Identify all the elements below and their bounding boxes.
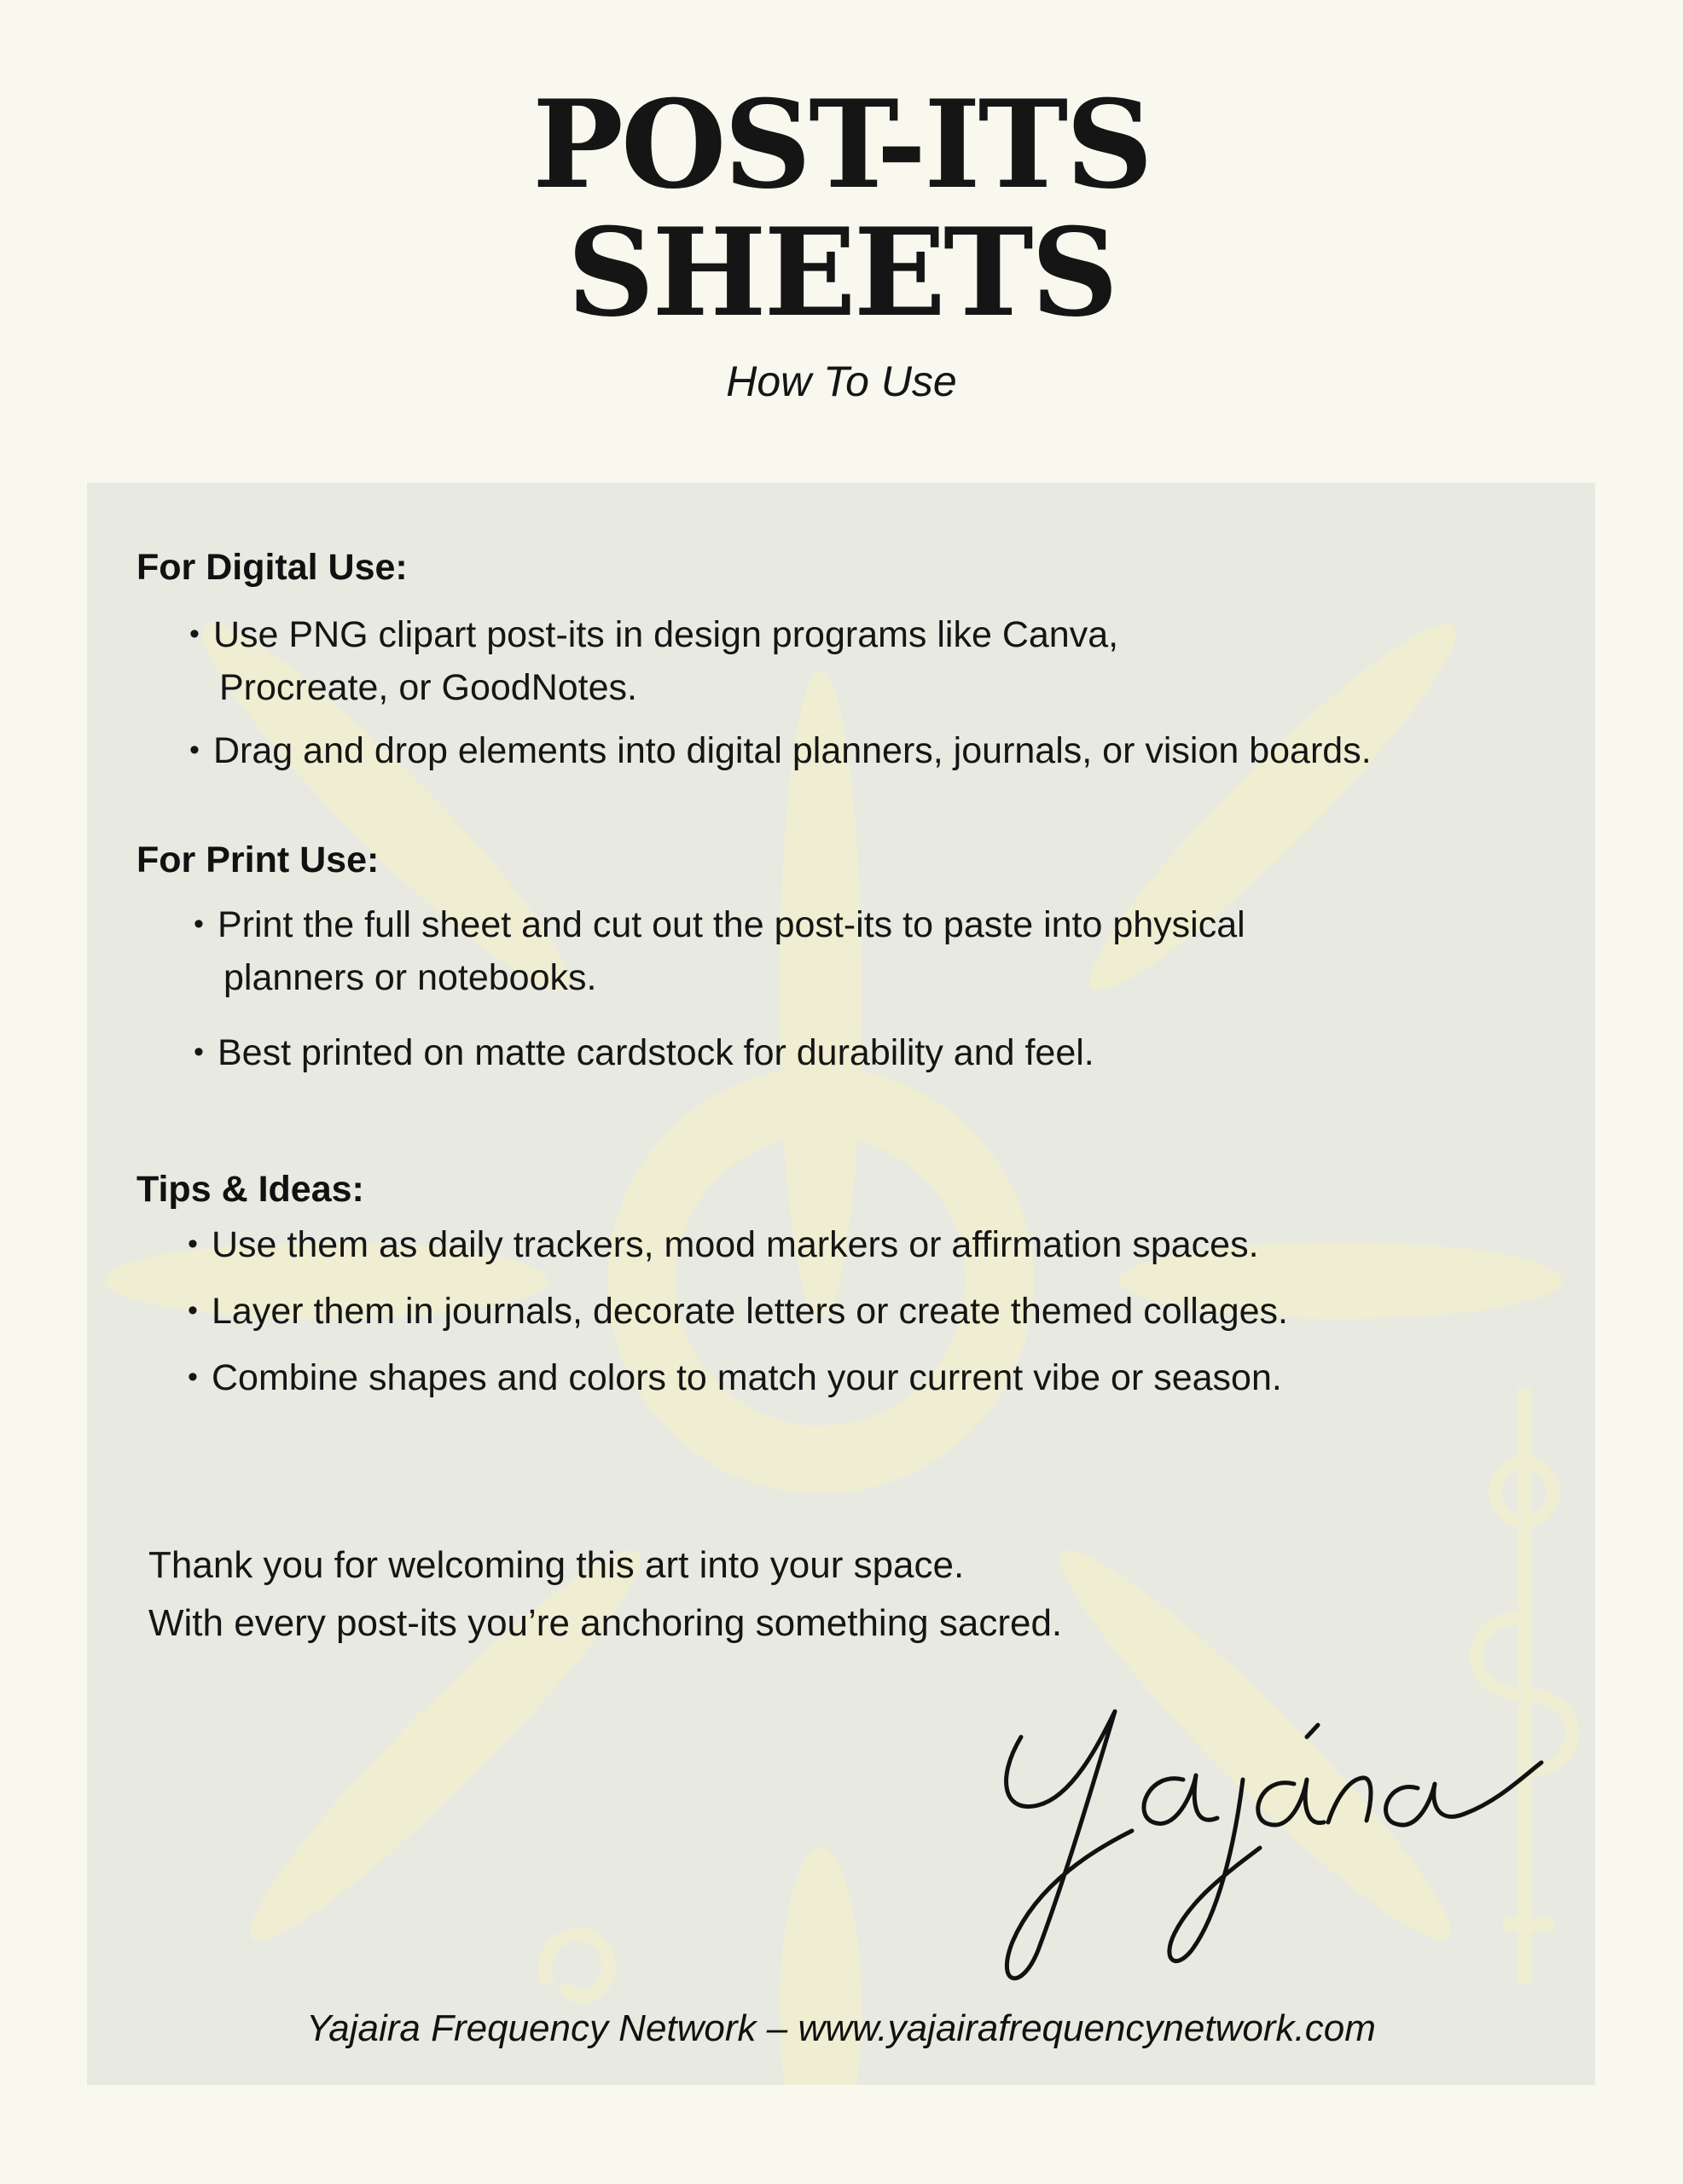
list-item: • Layer them in journals, decorate letters or create themed collages.	[188, 1284, 1288, 1338]
print-use-heading: For Print Use:	[136, 839, 380, 880]
thank-you-line-2: With every post-its you’re anchoring something sacred.	[148, 1602, 1063, 1644]
list-item: • Print the full sheet and cut out the post-its to paste into physical planners or notebooks.	[194, 897, 1245, 1004]
bullet-icon: •	[189, 734, 200, 766]
tips-heading: Tips & Ideas:	[136, 1169, 364, 1210]
bullet-icon: •	[188, 1361, 198, 1393]
bullet-icon: •	[188, 1294, 198, 1327]
list-item: • Drag and drop elements into digital planners, journals, or vision boards.	[189, 723, 1372, 777]
signature-icon	[987, 1677, 1584, 2001]
digital-use-heading: For Digital Use:	[136, 547, 408, 588]
page-subtitle: How To Use	[726, 357, 957, 405]
instructions-panel	[87, 483, 1595, 2085]
list-item: • Combine shapes and colors to match your current vibe or season.	[188, 1350, 1282, 1404]
instructions-content	[87, 483, 1595, 2085]
list-item: • Best printed on matte cardstock for durability and feel.	[194, 1025, 1094, 1079]
footer-credit: Yajaira Frequency Network – www.yajairafrequencynetwork.com	[306, 2007, 1376, 2049]
page-title	[0, 74, 1683, 344]
title-line-1: POST-ITS	[532, 74, 1151, 216]
bullet-icon: •	[194, 908, 204, 940]
thank-you-message	[148, 1536, 1062, 1653]
title-line-2: SHEETS	[566, 202, 1117, 344]
bullet-icon: •	[189, 618, 200, 650]
list-item: • Use PNG clipart post-its in design programs like Canva, Procreate, or GoodNotes.	[189, 607, 1118, 714]
list-item: • Use them as daily trackers, mood markers or affirmation spaces.	[188, 1217, 1259, 1271]
bullet-icon: •	[188, 1228, 198, 1260]
bullet-icon: •	[194, 1036, 204, 1068]
thank-you-line-1: Thank you for welcoming this art into your space.	[148, 1544, 965, 1586]
